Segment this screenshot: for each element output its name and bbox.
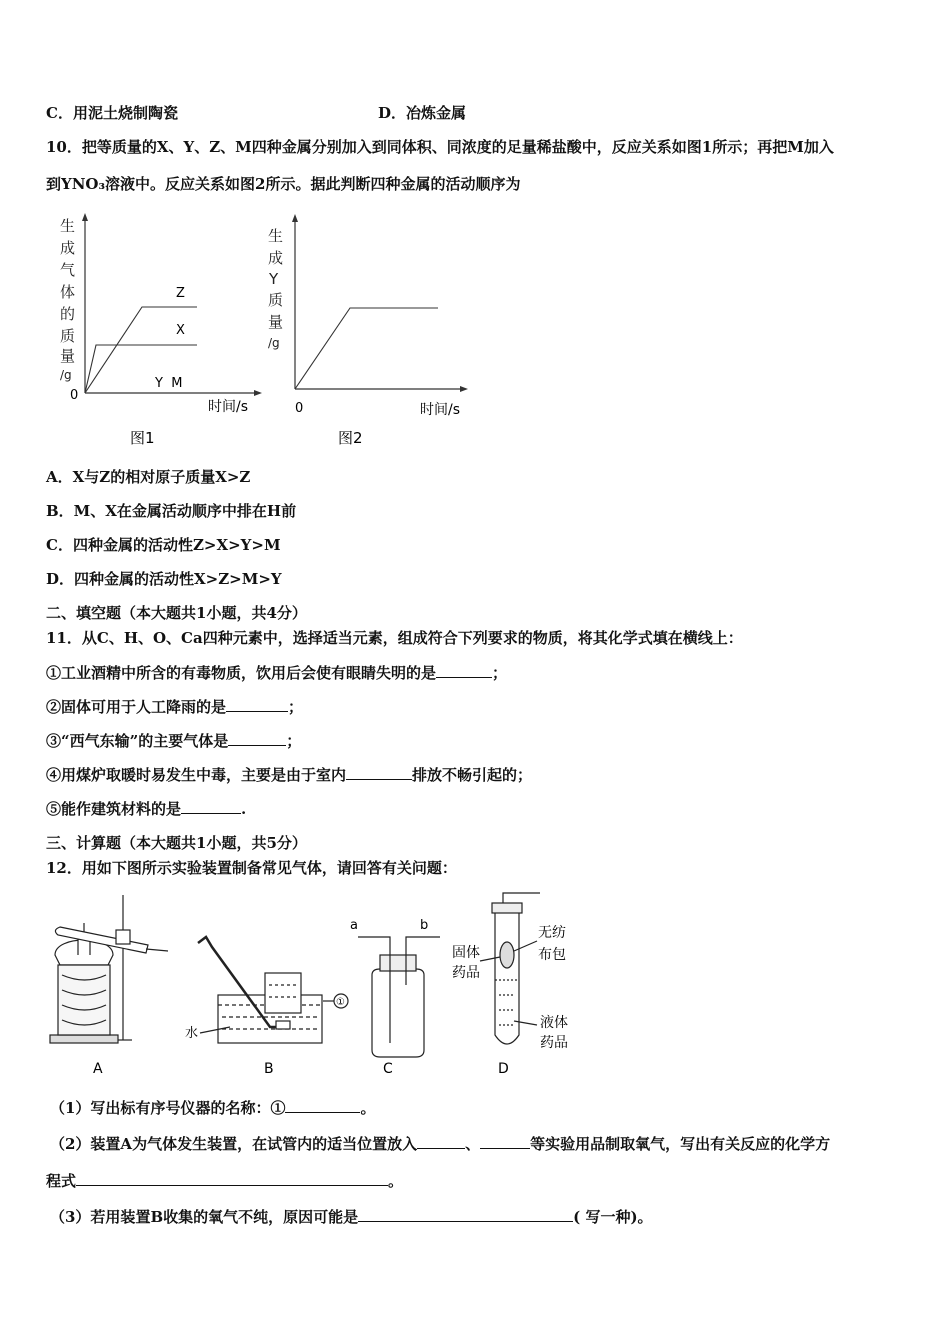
d-solid-2: 药品 bbox=[452, 965, 480, 981]
q12-stem: 12．用如下图所示实验装置制备常见气体，请回答有关问题： bbox=[46, 859, 457, 877]
apparatus-d bbox=[480, 893, 540, 1044]
q12-sub2-line2: 程式 。 bbox=[46, 1172, 404, 1190]
q10-stem-line1: 10．把等质量的X、Y、Z、M四种金属分别加入到同体积、同浓度的足量稀盐酸中，反应关系如图1所示；再把M加入 bbox=[46, 138, 834, 156]
svg-text:气: 气 bbox=[60, 261, 76, 279]
q11-stem: 11．从C、H、O、Ca四种元素中，选择适当元素，组成符合下列要求的物质，将其化学式填在横线上： bbox=[46, 629, 743, 647]
fig2-origin: 0 bbox=[295, 401, 304, 416]
fig1-xlabel: 时间/s bbox=[208, 399, 249, 415]
answer-blank[interactable] bbox=[417, 1134, 465, 1149]
label-d: D bbox=[498, 1061, 509, 1077]
q11-item-5: ⑤能作建筑材料的是 . bbox=[46, 800, 247, 818]
fig1-origin: 0 bbox=[70, 388, 79, 403]
label-b: B bbox=[264, 1061, 274, 1077]
port-b: b bbox=[420, 918, 429, 933]
fig2-xlabel: 时间/s bbox=[420, 402, 461, 418]
q10-stem-line2: 到YNO₃溶液中。反应关系如图2所示。据此判断四种金属的活动顺序为 bbox=[46, 175, 521, 193]
section-2-heading: 二、填空题（本大题共1小题，共4分） bbox=[46, 604, 307, 622]
svg-text:体: 体 bbox=[60, 283, 76, 301]
q10-option-a: A．X与Z的相对原子质量X>Z bbox=[46, 468, 251, 486]
d-solid-1: 固体 bbox=[452, 945, 480, 961]
fig2-curve bbox=[295, 308, 438, 389]
svg-text:成: 成 bbox=[60, 239, 76, 257]
figure-1-chart bbox=[50, 205, 265, 455]
q11-item-1: ①工业酒精中所含的有毒物质，饮用后会使有眼睛失明的是 ； bbox=[46, 664, 508, 682]
option-d: D．冶炼金属 bbox=[378, 104, 467, 122]
d-bag-1: 无纺 bbox=[538, 925, 566, 941]
svg-text:Y: Y bbox=[269, 270, 279, 288]
apparatus-figure bbox=[40, 885, 600, 1085]
q11-item-4: ④用煤炉取暖时易发生中毒，主要是由于室内 排放不畅引起的； bbox=[46, 766, 533, 784]
answer-blank[interactable] bbox=[181, 799, 241, 814]
label-water: 水 bbox=[185, 1026, 199, 1041]
label-a: A bbox=[93, 1061, 103, 1077]
answer-blank[interactable] bbox=[226, 697, 288, 712]
svg-text:成: 成 bbox=[268, 249, 284, 267]
figure-2-chart bbox=[262, 205, 477, 455]
port-a: a bbox=[350, 918, 358, 933]
svg-text:的: 的 bbox=[60, 305, 76, 323]
svg-text:生: 生 bbox=[60, 217, 76, 235]
q11-item-3: ③“西气东输”的主要气体是 ； bbox=[46, 732, 302, 750]
fig2-caption: 图2 bbox=[338, 429, 363, 447]
svg-text:质: 质 bbox=[60, 327, 76, 345]
fig1-ylabel bbox=[60, 217, 75, 382]
svg-text:量: 量 bbox=[60, 347, 76, 365]
q12-sub3: （3）若用装置B收集的氧气不纯，原因可能是 ( 写一种)。 bbox=[50, 1208, 653, 1226]
option-c: C．用泥土烧制陶瓷 bbox=[46, 104, 178, 122]
d-liquid-2: 药品 bbox=[540, 1035, 568, 1051]
section-3-heading: 三、计算题（本大题共1小题，共5分） bbox=[46, 834, 307, 852]
fig1-caption: 图1 bbox=[130, 429, 155, 447]
answer-blank[interactable] bbox=[76, 1171, 388, 1186]
q10-option-c: C．四种金属的活动性Z>X>Y>M bbox=[46, 536, 281, 554]
svg-text:质: 质 bbox=[268, 291, 284, 309]
fig1-label-ym: Y M bbox=[155, 376, 183, 391]
marker-1: ① bbox=[336, 997, 345, 1008]
answer-blank[interactable] bbox=[228, 731, 286, 746]
apparatus-b bbox=[198, 937, 348, 1043]
svg-text:/g: /g bbox=[268, 336, 280, 350]
svg-text:生: 生 bbox=[268, 227, 284, 245]
q11-item-2: ②固体可用于人工降雨的是 ； bbox=[46, 698, 304, 716]
answer-blank[interactable] bbox=[346, 765, 412, 780]
fig1-label-z: Z bbox=[176, 286, 185, 301]
svg-text:/g: /g bbox=[60, 368, 72, 382]
q12-sub2-line1: （2）装置A为气体发生装置，在试管内的适当位置放入 、 等实验用品制取氧气，写出有关反应的化学方 bbox=[50, 1135, 831, 1153]
answer-blank[interactable] bbox=[436, 663, 492, 678]
apparatus-a bbox=[50, 895, 168, 1043]
d-bag-2: 布包 bbox=[538, 947, 566, 963]
q12-sub1: （1）写出标有序号仪器的名称：① 。 bbox=[50, 1099, 376, 1117]
apparatus-c bbox=[358, 937, 440, 1057]
label-c: C bbox=[383, 1061, 393, 1077]
answer-blank[interactable] bbox=[285, 1098, 360, 1113]
fig2-ylabel bbox=[268, 227, 283, 350]
q10-option-b: B．M、X在金属活动顺序中排在H前 bbox=[46, 502, 297, 520]
answer-blank[interactable] bbox=[480, 1134, 530, 1149]
d-liquid-1: 液体 bbox=[540, 1015, 568, 1031]
q10-option-d: D．四种金属的活动性X>Z>M>Y bbox=[46, 570, 282, 588]
answer-blank[interactable] bbox=[358, 1207, 573, 1222]
fig1-label-x: X bbox=[176, 323, 185, 338]
svg-text:量: 量 bbox=[268, 313, 284, 331]
